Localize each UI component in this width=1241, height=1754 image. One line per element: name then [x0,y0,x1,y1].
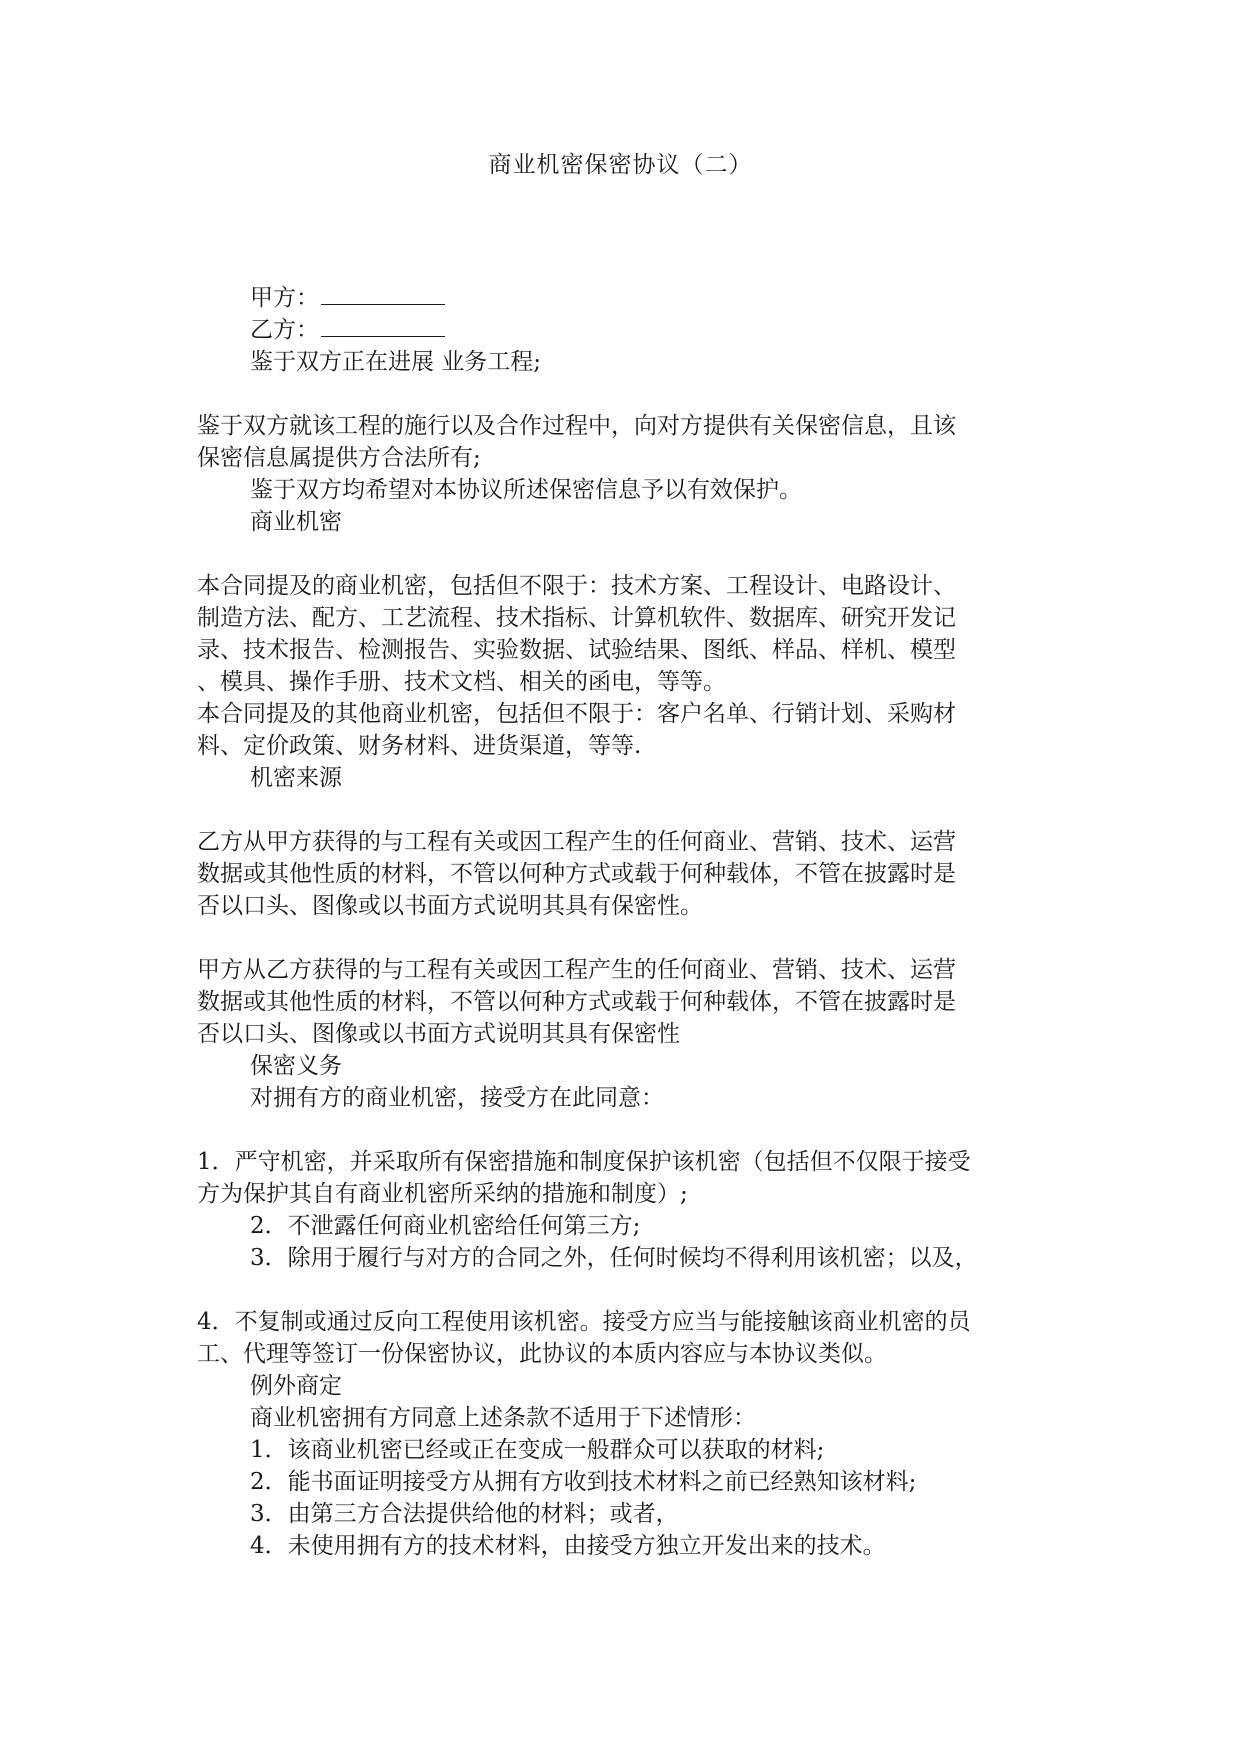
trade-secret-p2-line-2: 料、定价政策、财务材料、进货渠道，等等. [197,733,642,759]
section-heading-source: 机密来源 [250,765,342,791]
party-a-line [197,282,1027,314]
party-a-label: 甲方： [250,285,319,311]
party-b-line [197,314,1027,346]
source-p1-line-3: 否以口头、图像或以书面方式说明其具有保密性。 [197,893,703,919]
exception-2: 2．能书面证明接受方从拥有方收到技术材料之前已经熟知该材料; [250,1469,917,1495]
obligation-1-line-1: 1．严守机密，并采取所有保密措施和制度保护该机密（包括但不仅限于接受 [197,1149,971,1175]
exception-3: 3．由第三方合法提供给他的材料；或者， [250,1501,679,1527]
obligation-2: 2．不泄露任何商业机密给任何第三方; [250,1213,641,1239]
obligation-4-line-2: 工、代理等签订一份保密协议，此协议的本质内容应与本协议类似。 [197,1341,887,1367]
source-p2-line-1: 甲方从乙方获得的与工程有关或因工程产生的任何商业、营销、技术、运营 [197,957,956,983]
section-heading-exception: 例外商定 [250,1373,342,1399]
source-p2-line-3: 否以口头、图像或以书面方式说明其具有保密性 [197,1021,680,1047]
obligation-3: 3．除用于履行与对方的合同之外，任何时候均不得利用该机密；以及， [250,1245,978,1271]
recital-2-line-2: 保密信息属提供方合法所有; [197,445,481,471]
obligation-1-line-2: 方为保护其自有商业机密所采纳的措施和制度）; [197,1181,688,1207]
exception-intro: 商业机密拥有方同意上述条款不适用于下述情形： [250,1405,756,1431]
obligation-intro: 对拥有方的商业机密，接受方在此同意： [250,1085,664,1111]
source-p2-line-2: 数据或其他性质的材料，不管以何种方式或载于何种载体，不管在披露时是 [197,989,956,1015]
source-p1-line-2: 数据或其他性质的材料，不管以何种方式或载于何种载体，不管在披露时是 [197,861,956,887]
trade-secret-p2-line-1: 本合同提及的其他商业机密，包括但不限于：客户名单、行销计划、采购材 [197,701,956,727]
exception-1: 1．该商业机密已经或正在变成一般群众可以获取的材料; [250,1437,825,1463]
trade-secret-p1-line-4: 、模具、操作手册、技术文档、相关的函电，等等。 [197,669,726,695]
page-title: 商业机密保密协议（二） [488,152,753,178]
document-body [197,282,1027,1562]
trade-secret-p1-line-3: 录、技术报告、检测报告、实验数据、试验结果、图纸、样品、样机、模型 [197,637,956,663]
section-heading-trade-secret: 商业机密 [250,509,342,535]
recital-2-line-1: 鉴于双方就该工程的施行以及合作过程中，向对方提供有关保密信息，且该 [197,413,956,439]
source-p1-line-1: 乙方从甲方获得的与工程有关或因工程产生的任何商业、营销、技术、运营 [197,829,956,855]
trade-secret-p1-line-2: 制造方法、配方、工艺流程、技术指标、计算机软件、数据库、研究开发记 [197,605,956,631]
party-b-label: 乙方： [250,317,319,343]
section-heading-obligation: 保密义务 [250,1053,342,1079]
party-a-blank [321,282,445,305]
exception-4: 4．未使用拥有方的技术材料，由接受方独立开发出来的技术。 [250,1533,886,1559]
recital-3: 鉴于双方均希望对本协议所述保密信息予以有效保护。 [250,477,802,503]
party-b-blank [321,314,445,337]
recital-1: 鉴于双方正在进展 业务工程; [250,349,542,375]
obligation-4-line-1: 4．不复制或通过反向工程使用该机密。接受方应当与能接触该商业机密的员 [197,1309,971,1335]
trade-secret-p1-line-1: 本合同提及的商业机密，包括但不限于：技术方案、工程设计、电路设计、 [197,573,956,599]
